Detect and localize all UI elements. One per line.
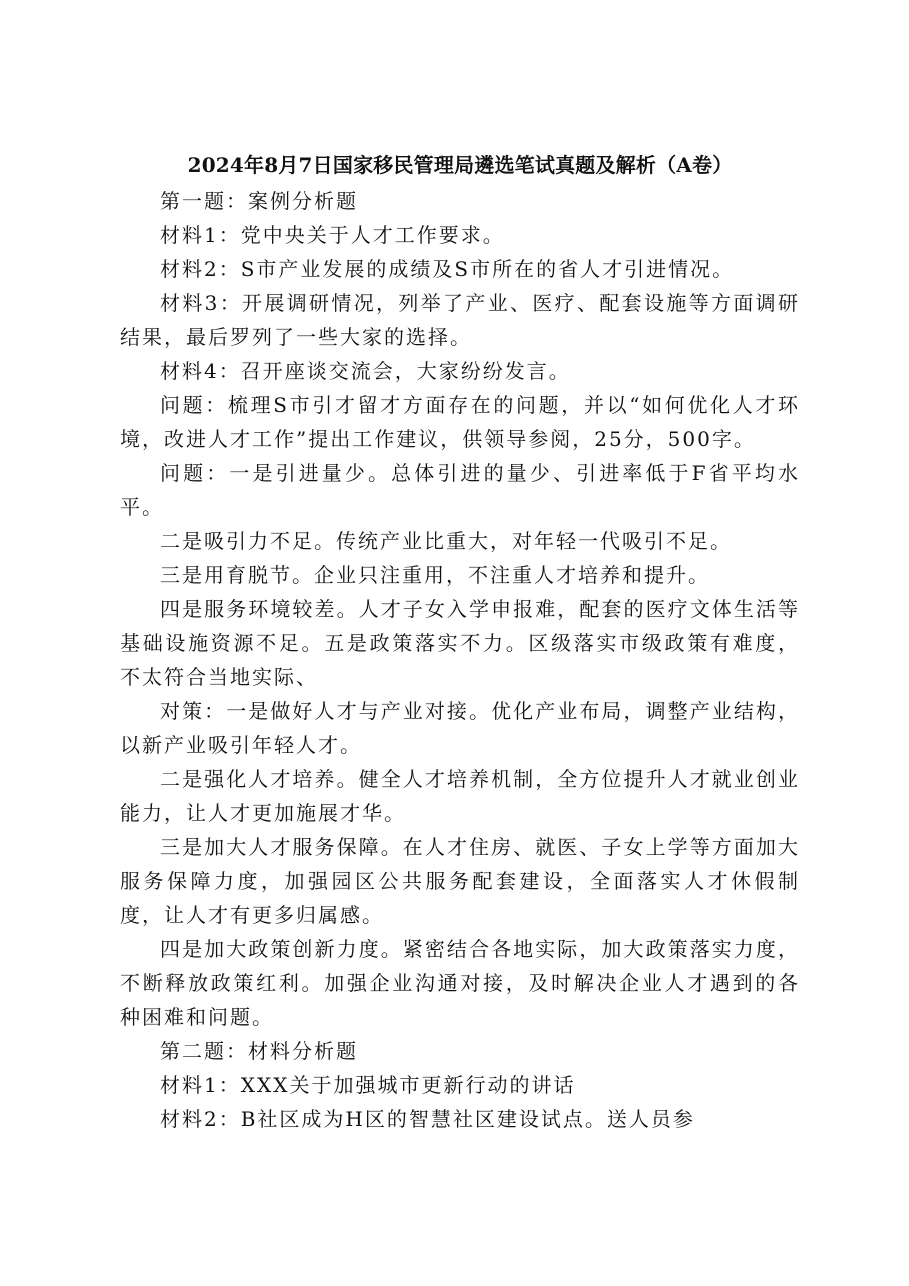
paragraph-question-1-heading: 第一题：案例分析题 bbox=[160, 189, 358, 213]
paragraph-question-prompt: 问题：梳理S市引才留才方面存在的问题，并以“如何优化人才环境，改进人才工作”提出工作建议，供领导参阅，25分，500字。 bbox=[120, 393, 800, 451]
paragraph-q2-material-1: 材料1：XXX关于加强城市更新行动的讲话 bbox=[160, 1073, 576, 1097]
paragraph-solution-4: 四是加大政策创新力度。紧密结合各地实际，加大政策落实力度，不断释放政策红利。加强企业沟通对接，及时解决企业人才遇到的各种困难和问题。 bbox=[120, 937, 800, 1029]
paragraph-material-4: 材料4：召开座谈交流会，大家纷纷发言。 bbox=[160, 359, 571, 383]
paragraph-material-3: 材料3：开展调研情况，列举了产业、医疗、配套设施等方面调研结果，最后罗列了一些大家的选择。 bbox=[120, 291, 800, 349]
paragraph-solution-1: 对策：一是做好人才与产业对接。优化产业布局，调整产业结构，以新产业吸引年轻人才。 bbox=[120, 699, 800, 757]
paragraph-problem-4-5: 四是服务环境较差。人才子女入学申报难，配套的医疗文体生活等基础设施资源不足。五是政策落实不力。区级落实市级政策有难度，不太符合当地实际、 bbox=[120, 597, 800, 689]
paragraph-solution-2: 二是强化人才培养。健全人才培养机制，全方位提升人才就业创业能力，让人才更加施展才华。 bbox=[120, 767, 800, 825]
paragraph-problem-1: 问题：一是引进量少。总体引进的量少、引进率低于F省平均水平。 bbox=[120, 461, 800, 519]
paragraph-material-2: 材料2：S市产业发展的成绩及S市所在的省人才引进情况。 bbox=[160, 257, 735, 281]
paragraph-problem-3: 三是用育脱节。企业只注重用，不注重人才培养和提升。 bbox=[160, 563, 710, 587]
document-title: 2024年8月7日国家移民管理局遴选笔试真题及解析（A卷） bbox=[187, 153, 733, 177]
document-body bbox=[120, 146, 800, 1136]
paragraph-material-1: 材料1：党中央关于人才工作要求。 bbox=[160, 223, 505, 247]
paragraph-question-2-heading: 第二题：材料分析题 bbox=[160, 1039, 358, 1063]
paragraph-solution-3: 三是加大人才服务保障。在人才住房、就医、子女上学等方面加大服务保障力度，加强园区公共服务配套建设，全面落实人才休假制度，让人才有更多归属感。 bbox=[120, 835, 800, 927]
paragraph-q2-material-2: 材料2：B社区成为H区的智慧社区建设试点。送人员参 bbox=[160, 1107, 695, 1131]
paragraph-problem-2: 二是吸引力不足。传统产业比重大，对年轻一代吸引不足。 bbox=[160, 529, 732, 553]
